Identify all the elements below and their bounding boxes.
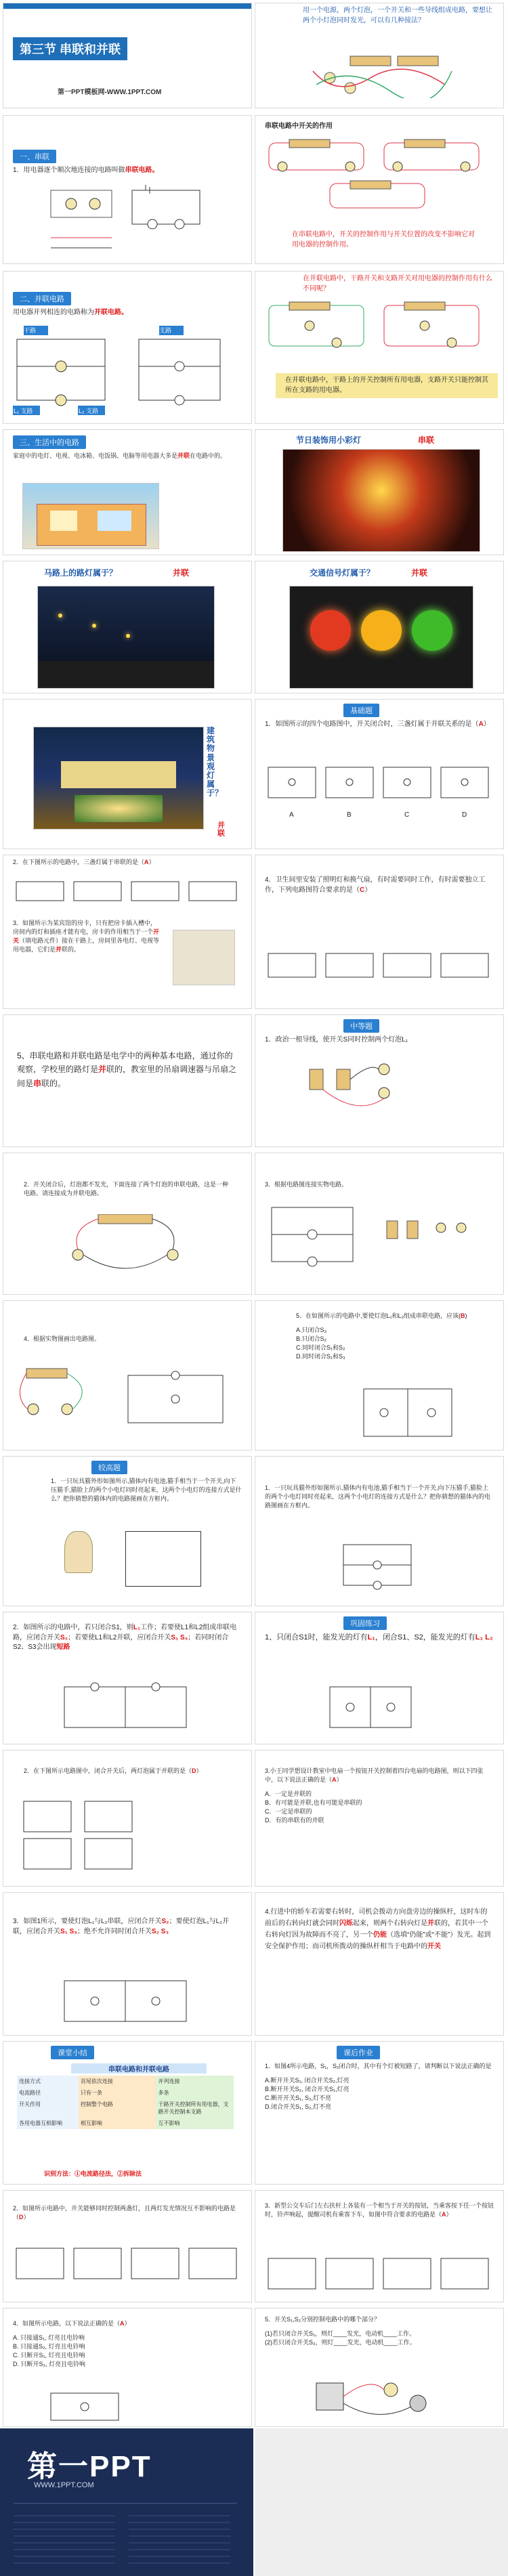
row-10 — [0, 1297, 508, 1451]
slide-basic-q2q3 — [3, 855, 252, 1009]
section-tag: 中等题 — [343, 1019, 379, 1033]
streetlights-image — [37, 586, 215, 689]
row-label-3: 开关作用 — [17, 2099, 79, 2118]
row-3 — [0, 268, 508, 424]
homework-q5-items — [255, 2327, 503, 2350]
parallel-switch-circuits — [262, 299, 492, 360]
summary-header: 串联电路和并联电路 — [71, 2063, 207, 2074]
hard-q2-circuit — [58, 1680, 193, 1734]
footer-site: WWW.1PPT.COM — [34, 2481, 94, 2489]
label-l2-branch: L₂ 支路 — [79, 408, 98, 414]
q4-circuits — [265, 950, 495, 984]
section-tag: 巩固练习 — [343, 1616, 387, 1630]
footer-banner — [0, 2428, 253, 2576]
option-a: A.只闭合S₃ — [296, 1327, 327, 1334]
row-9 — [0, 1150, 508, 1295]
series-circuit-diagram — [44, 184, 213, 258]
slide-homework-q4 — [3, 2308, 252, 2427]
slide-homework-q5 — [255, 2308, 504, 2427]
option-d: D．有的串联有的并联 — [265, 1817, 324, 1824]
summary-note: 识别方法：①电流路径法，②拆除法 — [44, 2170, 142, 2177]
section-tag: 二、并联电路 — [13, 292, 71, 305]
parallel-note: 在并联电路中，干路上的开关控制所有用电器，支路开关只能控制其所在支路的用电器。 — [276, 373, 498, 398]
hard-q2-text: 2．如图所示的电路中，若只闭合S1，则L₁工作；若要使L1和L2组成串联电路，应闭合开关S₂；若要使L1和L2并联，应闭合开关S₁ S₃；若同时闭合S2、S3会出现短路 — [13, 1624, 237, 1651]
parallel-circuit-diagram — [10, 326, 240, 421]
traffic-light-image — [289, 586, 473, 689]
basic-q1-text: 1．如图所示的四个电路图中，开关闭合时，三盏灯属于并联关系的是（A） — [265, 721, 490, 728]
practice-q2-text: 2．在下图所示电路图中，闭合开关后，两灯泡属于并联的是（D） — [24, 1767, 203, 1774]
building-question: 建筑物景观灯属于？ — [207, 726, 224, 798]
parallel-cell-4: 互不影响 — [156, 2118, 234, 2129]
slide-streetlights — [3, 561, 252, 693]
traffic-title: 交通信号灯属于？ — [310, 568, 375, 578]
practice-q3-options — [255, 1787, 503, 1828]
practice-q5-text: 4.行进中的轿车若需要右转时，司机会拨动方向盘旁边的操纵杆，这时车的前后的右转向灯就会同时闪烁起来，则两个右转向灯是并联的，若其中一个右转向灯因为故障而不亮了，另一个仍能（选填“仍能”或“不能”）发光。起到安全保护作用；而司机所拨动的操纵杆相当于电路中的开关 — [265, 1908, 491, 1950]
slide-title — [3, 3, 252, 108]
series-cell-3: 控制整个电路 — [79, 2099, 156, 2118]
practice-q1-text: 1、只闭合S1时，能发光的灯有L₁，闭合S1、S2，能发光的灯有L₁ L₂ — [265, 1633, 493, 1641]
site-url: 第一PPT模板网-WWW.1PPT.COM — [58, 89, 162, 96]
row-16 — [0, 2187, 508, 2302]
question-text: 用一个电源，两个灯泡，一个开关和一些导线组成电路，要想让两个小灯泡同时发光，可以有几种接法？ — [303, 7, 492, 24]
hotel-card-image — [173, 930, 235, 985]
parallel-definition: 用电器并列相连的电路称为并联电路。 — [13, 309, 128, 316]
slide-basic-q4 — [255, 855, 504, 1009]
label-l1-branch: L₁ 支路 — [14, 408, 33, 414]
switch-heading: 串联电路中开关的作用 — [265, 123, 333, 130]
empty-area — [255, 2428, 508, 2576]
option-b: B.只闭合S₂ — [296, 1335, 327, 1343]
hard-q1-answer-circuit — [337, 1538, 418, 1592]
practice-q4-text: 3．如图1所示，要使灯泡L₁与L₂串联，应闭合开关S₂；要使灯泡L₁与L₂并联，应闭合开关S₁ S₃；绝不允许同时闭合开关S₂ S₃ — [13, 1918, 230, 1935]
festival-lights-image — [282, 449, 480, 552]
row-7 — [0, 852, 508, 1009]
homework-q4-items — [3, 2331, 251, 2371]
section-tag: 三、生活中的电路 — [13, 435, 86, 449]
medium-q1-text: 1．政治一根导线，使开关S同时控制两个灯泡L₁ — [265, 1036, 408, 1044]
medium-q2-image — [58, 1214, 193, 1282]
practice-q4-circuit — [58, 1974, 193, 2028]
slide-parallel — [3, 271, 252, 424]
item-d: D. 只断开S₂, 灯亮且电铃响 — [13, 2361, 85, 2368]
item-b: B.断开开关S₂, 闭合开关S₁,灯亮 — [265, 2086, 350, 2093]
series-cell-4: 相互影响 — [79, 2118, 156, 2129]
item-a: A. 只接通S₁, 灯亮且电铃响 — [13, 2334, 85, 2342]
row-14 — [0, 1889, 508, 2036]
switch-note: 在串联电路中，开关的控制作用与开关位置的改变不影响它对用电器的控制作用。 — [292, 231, 475, 249]
slide-parallel-switch — [255, 271, 504, 424]
row-11 — [0, 1453, 508, 1606]
item-c: C. 只断开S₁, 灯亮且电铃响 — [13, 2352, 85, 2359]
festival-title: 节日装饰用小彩灯 — [296, 435, 362, 445]
label-branch: 支路 — [159, 327, 172, 334]
battery-bulbs-image — [310, 51, 459, 98]
item-b: B. 只接通S₂, 灯亮且电铃响 — [13, 2343, 85, 2350]
festival-answer: 串联 — [418, 435, 435, 445]
option-c: C — [404, 811, 410, 819]
row-4 — [0, 427, 508, 555]
slide-series — [3, 115, 252, 264]
line-2: (2)若只闭合开关S₂，则灯____发光，电动机____工作。 — [265, 2339, 416, 2346]
medium-q4-image — [13, 1362, 243, 1436]
slide-medium-q4 — [3, 1300, 252, 1451]
slide-medium-q1 — [255, 1014, 504, 1147]
section-tag: 课堂小结 — [51, 2046, 94, 2059]
row-13 — [0, 1747, 508, 1887]
slide-practice-q1 — [255, 1612, 504, 1744]
homework-q5-image — [310, 2369, 445, 2424]
row-1 — [0, 0, 508, 108]
line-1: (1)若只闭合开关S₁，则灯____发光，电动机____工作。 — [265, 2330, 416, 2338]
q2-text: 2．在下图所示的电路中，三盏灯属于串联的是（A） — [13, 859, 155, 865]
q3-text: 3．如图所示为某宾馆的房卡，只有把房卡插入槽中，房间内的灯和插座才能有电，房卡的作用相当于一个开关（填电路元件）接在干路上，房间里各电灯、电视等用电器，它们是并联的。 — [13, 920, 160, 953]
homework-q1-text: 1．如图4所示电路，S₁，S₂闭合时，其中有个灯被短路了，请判断以下说法正确的是 — [265, 2063, 492, 2069]
slide-life-circuits — [3, 429, 252, 555]
hard-q1-text: 1．一只玩具猫外形如图所示,猫体内有电池,猫手相当于一个开关,向下压猫手,猫脸上的两个小电灯同时亮起来，这两个小电灯的连接方式是什么？把你猜想的猫体内的电路图画在方框内。 — [51, 1478, 242, 1503]
homework-q4-text: 4．如图所示电路，以下说法正确的是（A） — [13, 2320, 131, 2327]
slide-practice-q3 — [255, 1750, 504, 1887]
homework-q3-circuits — [265, 2255, 495, 2296]
traffic-answer: 并联 — [411, 568, 428, 578]
homework-q1-items — [255, 2074, 503, 2114]
label-trunk-a: 干路 — [24, 327, 37, 334]
slide-practice-q2 — [3, 1750, 252, 1887]
footer-logo: 第一PPT — [27, 2450, 152, 2483]
page-title: 第三节 串联和并联 — [13, 37, 127, 60]
row-5 — [0, 558, 508, 693]
item-d: D.闭合开关S₁, S₂,灯不亮 — [265, 2103, 332, 2111]
q5-text: 5、串联电路和并联电路是电学中的两种基本电路，通过你的观察，学校里的路灯是并联的，教室里的吊扇调速器与吊扇之间是串联的。 — [17, 1051, 237, 1088]
medium-q1-image — [296, 1056, 431, 1123]
homework-q4-circuit — [44, 2390, 125, 2424]
practice-q2-circuits — [17, 1798, 240, 1872]
hard-q1-answer-text: 1．一只玩具猫外形如图所示,猫体内有电池,猫手相当于一个开关,向下压猫手,猫脸上的两个小电灯同时亮起来，这两个小电灯的连接方式是什么？把你猜想的猫体内的电路图画在方框内。 — [265, 1484, 491, 1509]
series-cell-1: 首尾依次连接 — [79, 2076, 156, 2087]
practice-q1-circuit — [323, 1680, 418, 1734]
medium-q3-text: 3．根据电路图连接实物电路。 — [265, 1181, 348, 1188]
building-lights-image — [33, 727, 204, 830]
option-a: A — [289, 811, 294, 819]
slide-festival-lights — [255, 429, 504, 555]
switch-circuits — [262, 136, 492, 211]
row-6 — [0, 696, 508, 849]
homework-q3-text: 3．新型公交车后门左右扶杆上各装有一个相当于开关的按钮，当乘客按下任一个按钮时，铃声响起，提醒司机有乘客下车，如图中符合要求的电路是（A） — [265, 2202, 494, 2218]
house-cutaway-image — [22, 483, 159, 549]
section-tag: 基础题 — [343, 704, 379, 717]
slide-medium-q5 — [255, 1300, 504, 1451]
q2-circuits — [13, 878, 243, 905]
slide-hard-q1-answer — [255, 1456, 504, 1606]
section-tag: 课后作业 — [337, 2046, 380, 2059]
section-tag: 较高题 — [91, 1461, 127, 1474]
slide-building-lights — [3, 699, 252, 849]
option-a: A．一定是并联的 — [265, 1790, 312, 1798]
slide-traffic-light — [255, 561, 504, 693]
row-label-1: 连接方式 — [17, 2076, 79, 2087]
row-label-2: 电流路径 — [17, 2087, 79, 2099]
option-d: D.同时闭合S₁和S₃ — [296, 1353, 345, 1360]
slide-medium-q3 — [255, 1153, 504, 1295]
series-cell-2: 只有一条 — [79, 2087, 156, 2099]
slide-summary — [3, 2041, 252, 2185]
parallel-cell-3: 干路开关控制所有用电器，支路开关控制本支路 — [156, 2099, 234, 2118]
option-b: B．有可能是并联,也有可能是串联的 — [265, 1799, 362, 1807]
item-c: C.断开开关S₁, S₂,灯不亮 — [265, 2095, 332, 2102]
slide-hard-q1 — [3, 1456, 252, 1606]
street-title: 马路上的路灯属于？ — [44, 568, 118, 578]
slide-basic-q1 — [255, 699, 504, 849]
slide-hard-q2 — [3, 1612, 252, 1744]
medium-q5-circuit — [357, 1382, 459, 1443]
slide-switch-role — [255, 115, 504, 264]
medium-q4-text: 4．根据实物图画出电路图。 — [24, 1335, 101, 1342]
option-c: C.同时闭合S₁和S₂ — [296, 1344, 345, 1352]
medium-q5-options — [255, 1323, 503, 1364]
homework-q2-circuits — [13, 2245, 243, 2285]
row-label-4: 各用电器互相影响 — [17, 2118, 79, 2129]
slide-homework-q2 — [3, 2190, 252, 2302]
summary-table — [17, 2076, 234, 2129]
basic-q1-circuits — [265, 760, 495, 808]
row-12 — [0, 1609, 508, 1744]
row-15 — [0, 2038, 508, 2185]
slide-question — [255, 3, 504, 108]
slide-homework-q3 — [255, 2190, 504, 2302]
life-text: 家庭中的电灯、电视、电冰箱、电饭锅、电脑等用电器大多是并联在电路中的。 — [13, 452, 227, 459]
row-8 — [0, 1012, 508, 1147]
answer-box — [125, 1531, 201, 1587]
cat-toy-image — [64, 1531, 93, 1573]
homework-q2-text: 2．如图所示电路中，开关能够同时控制两盏灯，且两灯发光情况互不影响的电路是（D） — [13, 2205, 236, 2221]
slide-practice-q5 — [255, 1892, 504, 2036]
building-answer: 并联 — [217, 821, 225, 838]
option-c: C．一定是串联的 — [265, 1808, 312, 1816]
series-definition: 1．用电器逐个顺次地连接的电路叫做串联电路。 — [13, 167, 159, 174]
medium-q5-text: 5．在如图所示的电路中,要使灯泡L₁和L₂组成串联电路，应该(B) — [296, 1312, 467, 1319]
slide-practice-q4 — [3, 1892, 252, 2036]
medium-q2-text: 2．开关闭合后，灯泡都不发光，下面连接了两个灯泡的串联电路，这是一种电路。请连接成为并联电路。 — [24, 1181, 229, 1197]
parallel-question: 在并联电路中，干路开关和支路开关对用电器的控制作用有什么不同呢？ — [303, 275, 492, 293]
medium-q3-image — [265, 1201, 495, 1282]
slide-homework-q1 — [255, 2041, 504, 2185]
option-d: D — [462, 811, 467, 819]
slide-medium-q2 — [3, 1153, 252, 1295]
parallel-cell-2: 多条 — [156, 2087, 234, 2099]
homework-q5-text: 5．开关S₁,S₂分别控制电路中的哪个部分？ — [265, 2316, 381, 2323]
row-17 — [0, 2305, 508, 2427]
q4-text: 4．卫生间里安装了照明灯和换气扇，有时需要同时工作，有时需要独立工作，下列电路图符合要求的是（C） — [265, 876, 486, 894]
street-answer: 并联 — [173, 568, 190, 578]
row-2 — [0, 112, 508, 265]
slide-basic-q5 — [3, 1014, 252, 1147]
item-a: A.断开开关S₁, 闭合开关S₂,灯亮 — [265, 2077, 350, 2084]
parallel-cell-1: 并列连接 — [156, 2076, 234, 2087]
practice-q3-text: 3.小王同学想设计教室中电扇一个按钮开关控制着四台电扇的电路图，则以下四张中，以下说法正确的是（A） — [265, 1767, 484, 1784]
option-b: B — [347, 811, 352, 819]
section-tag: 一、串联 — [13, 150, 56, 163]
